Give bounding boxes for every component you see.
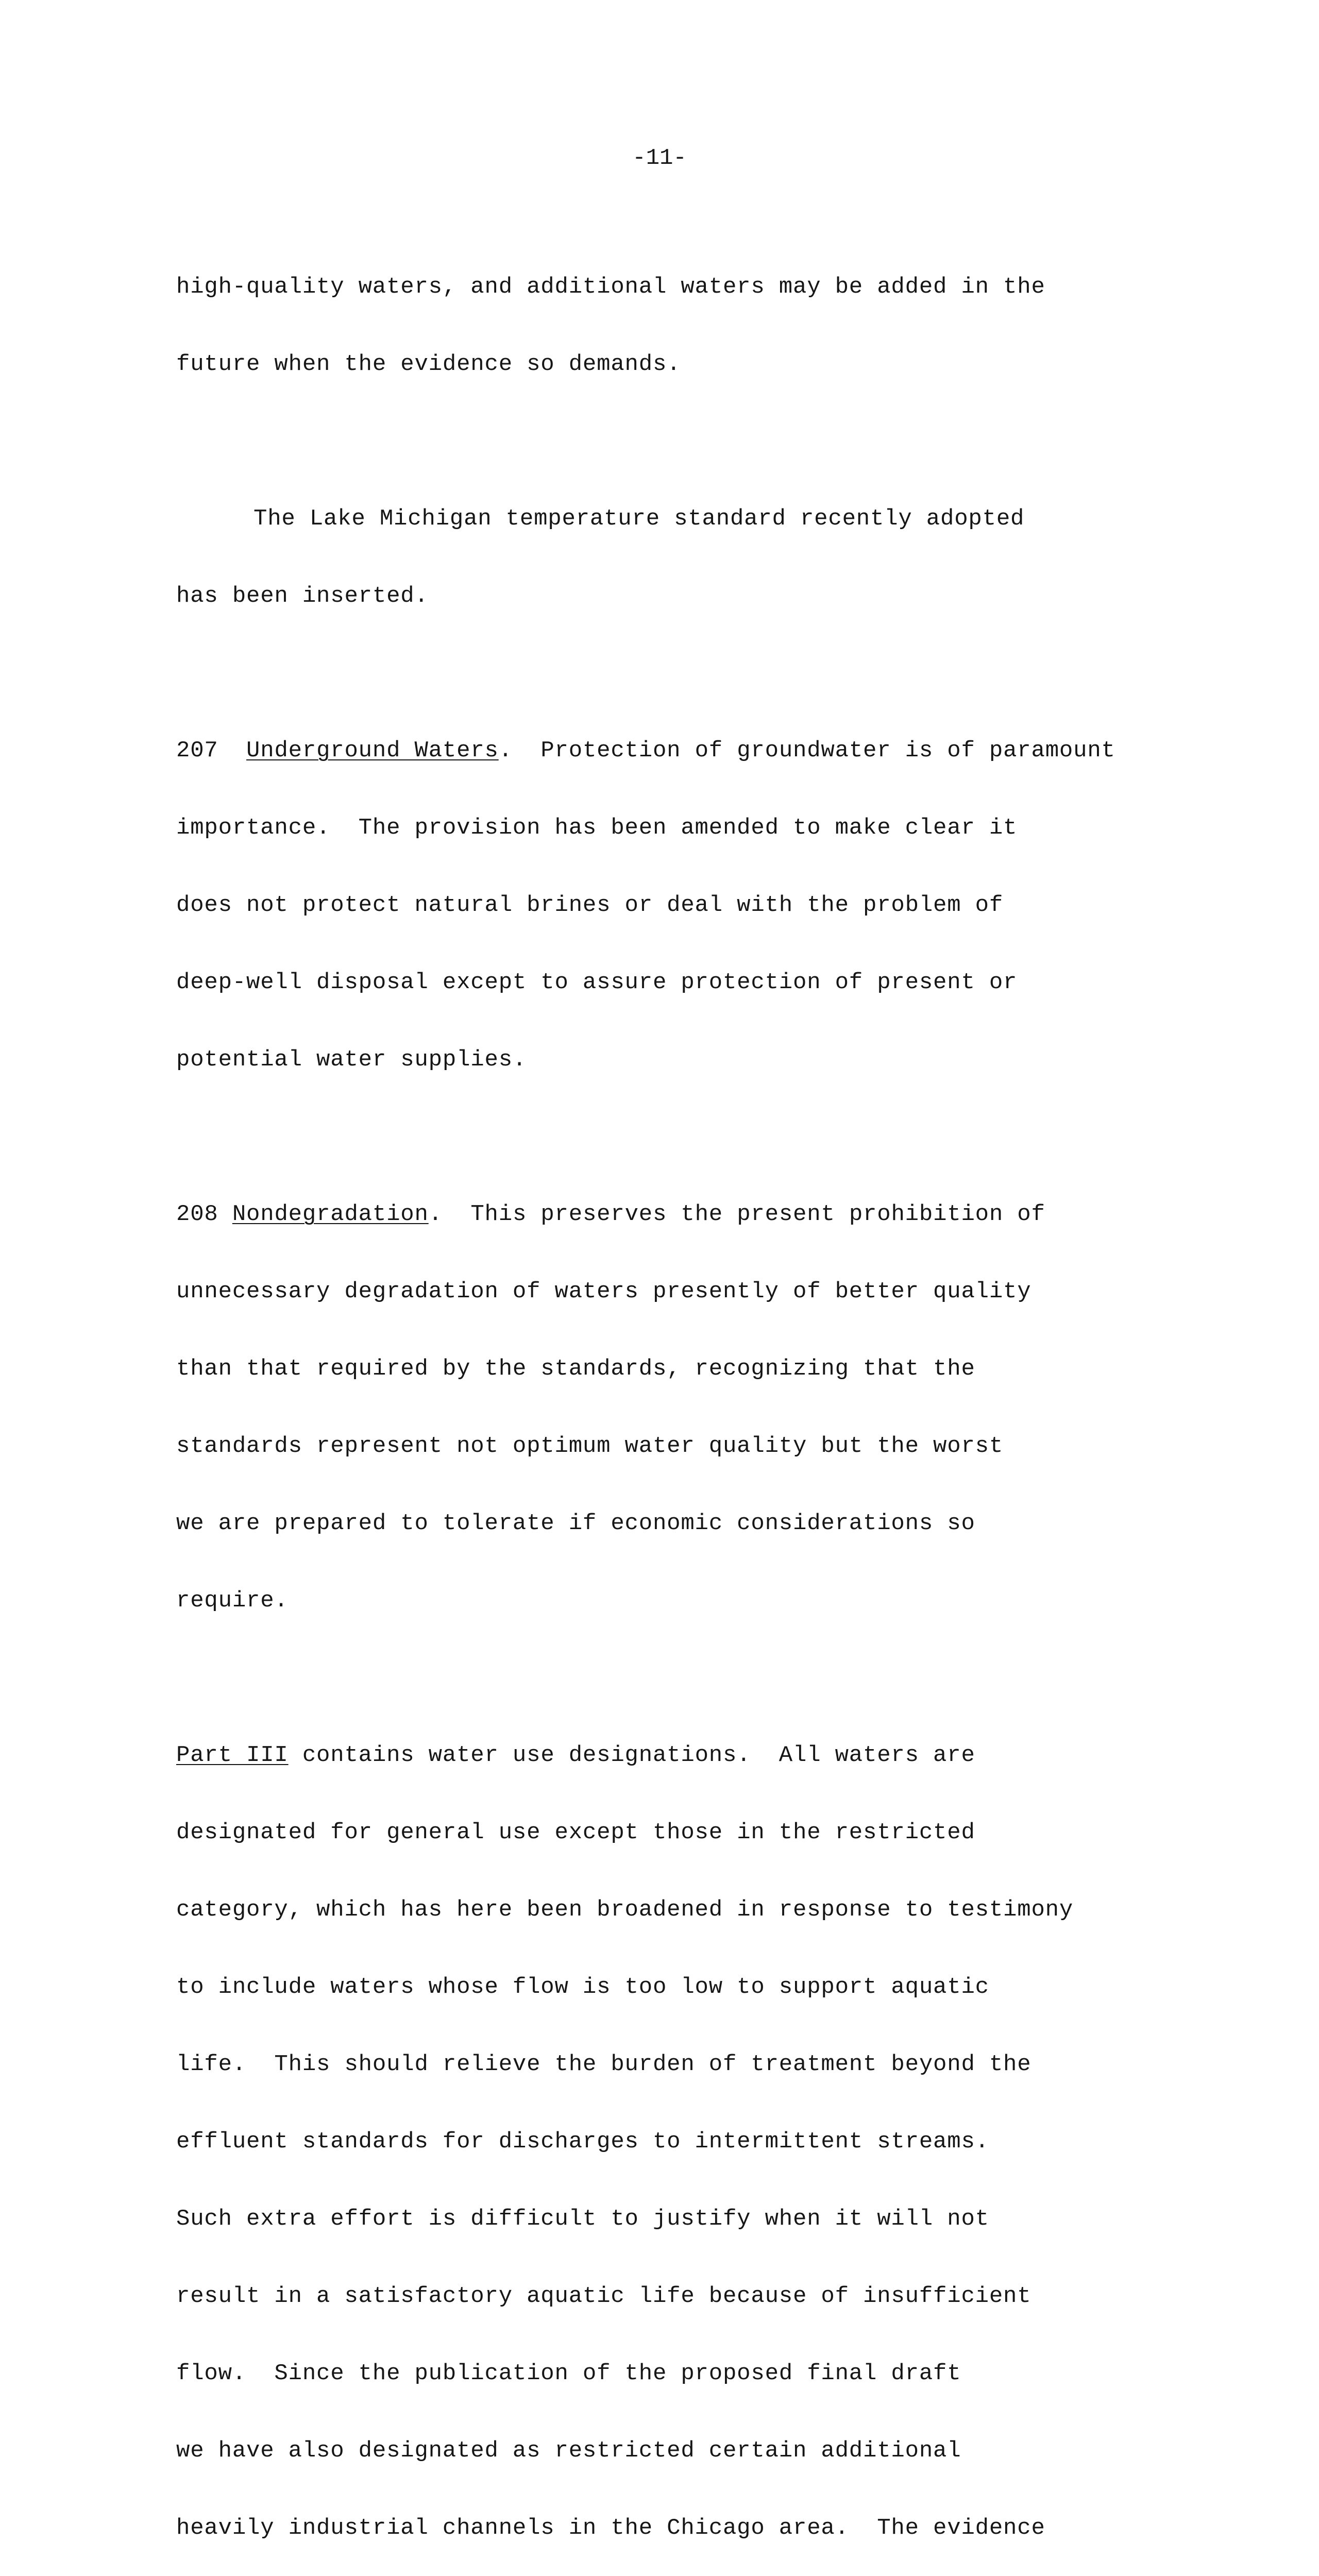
text-line: future when the evidence so demands.: [176, 351, 681, 377]
text-line: deep-well disposal except to assure protection of present or: [176, 970, 1018, 995]
section-heading: Part III: [176, 1742, 289, 1768]
text-line: standards represent not optimum water quality but the worst: [176, 1433, 1004, 1459]
section-208-nondegradation: [176, 1150, 1305, 1665]
text-line-content: contains water use designations. All waters are: [288, 1742, 975, 1768]
text-line: effluent standards for discharges to intermittent streams.: [176, 2129, 989, 2155]
section-heading: Nondegradation: [232, 1201, 429, 1227]
text-line: we have also designated as restricted certain additional: [176, 2438, 961, 2464]
section-part-iii: [176, 1691, 1305, 2576]
text-line: category, which has here been broadened in response to testimony: [176, 1897, 1074, 1923]
text-line: unnecessary degradation of waters presently of better quality: [176, 1279, 1031, 1304]
text-line: [176, 738, 1305, 764]
paragraph-high-quality-waters: [176, 223, 1305, 429]
text-line: flow. Since the publication of the proposed final draft: [176, 2361, 961, 2386]
text-line: to include waters whose flow is too low to support aquatic: [176, 1974, 989, 2000]
paragraph-lake-michigan: [176, 454, 1305, 660]
text-line: high-quality waters, and additional waters may be added in the: [176, 274, 1045, 300]
text-line: [176, 506, 1305, 532]
text-line-content: The Lake Michigan temperature standard recently adopted: [253, 506, 1025, 532]
page-number: -11-: [632, 145, 687, 171]
text-line: heavily industrial channels in the Chicago area. The evidence: [176, 2515, 1045, 2541]
text-line: potential water supplies.: [176, 1047, 527, 1073]
text-line: we are prepared to tolerate if economic considerations so: [176, 1511, 975, 1536]
section-number: 207: [176, 738, 218, 764]
section-207-underground-waters: [176, 686, 1305, 1124]
section-number: 208: [176, 1201, 218, 1227]
text-line-content: . This preserves the present prohibition of: [428, 1201, 1045, 1227]
text-line: designated for general use except those in the restricted: [176, 1820, 975, 1845]
text-line: Such extra effort is difficult to justify when it will not: [176, 2206, 989, 2232]
text-line: require.: [176, 1588, 289, 1614]
text-line: does not protect natural brines or deal with the problem of: [176, 892, 1004, 918]
document-body: [176, 223, 1305, 2576]
text-line: has been inserted.: [176, 583, 429, 609]
text-line: than that required by the standards, recognizing that the: [176, 1356, 975, 1382]
text-line: life. This should relieve the burden of treatment beyond the: [176, 2052, 1031, 2077]
text-line: importance. The provision has been amended to make clear it: [176, 815, 1018, 841]
text-line: [176, 1201, 1305, 1227]
text-line-content: . Protection of groundwater is of paramount: [498, 738, 1115, 764]
text-line: result in a satisfactory aquatic life because of insufficient: [176, 2283, 1031, 2309]
section-heading: Underground Waters: [246, 738, 499, 764]
text-line: [176, 1742, 1305, 1768]
